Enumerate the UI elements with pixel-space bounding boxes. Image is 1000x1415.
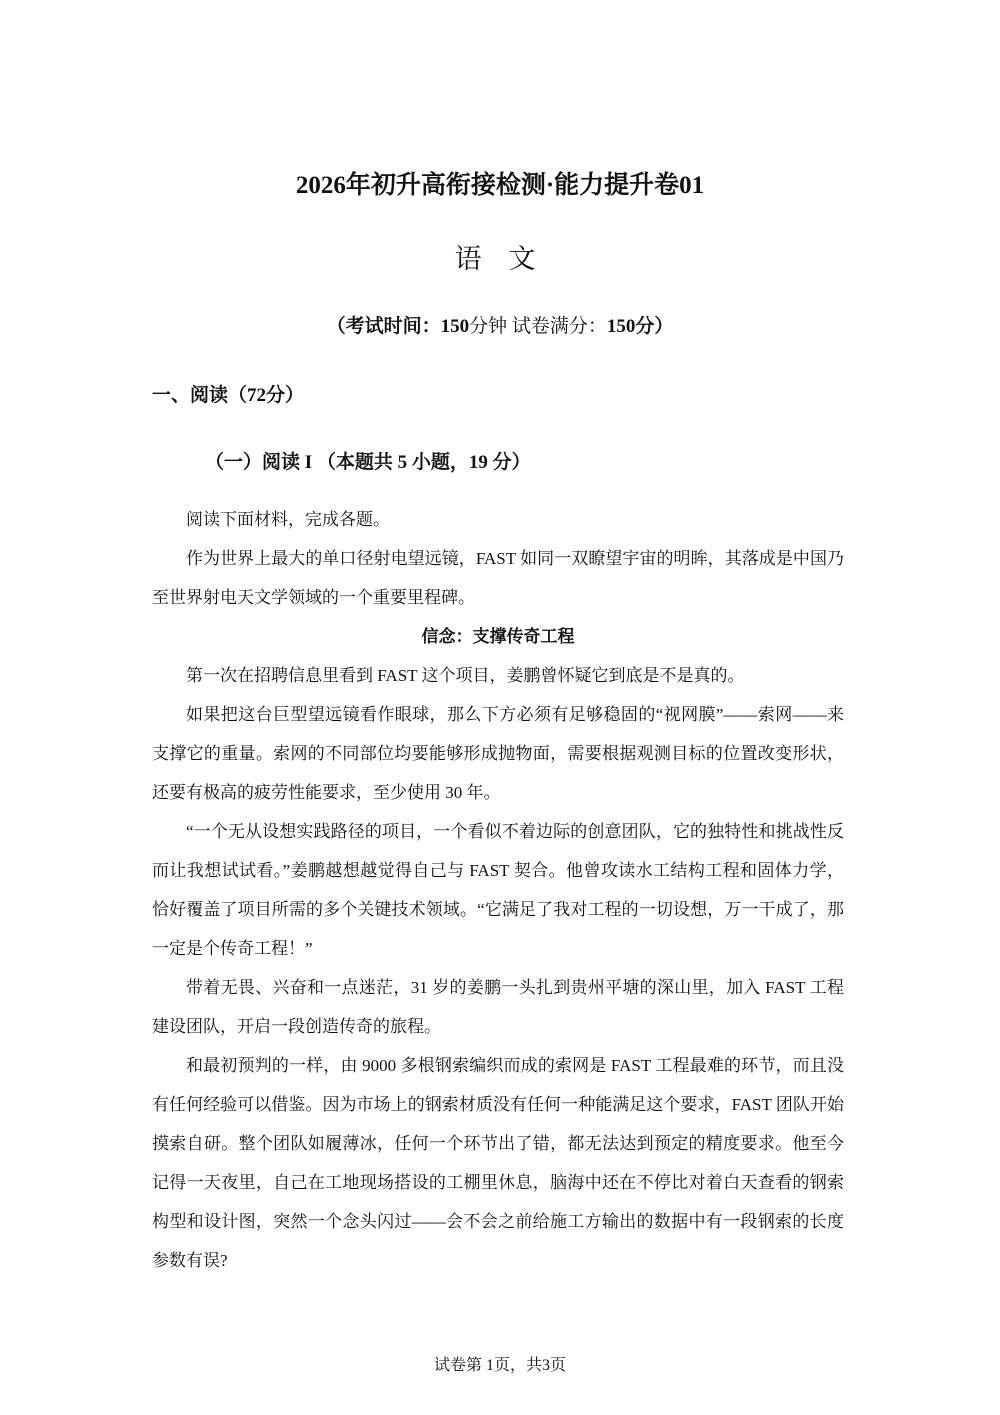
exam-score-unit: 分 xyxy=(635,316,655,337)
instruction-paragraph: 阅读下面材料，完成各题。 xyxy=(186,510,390,529)
passage-paragraph: 和最初预判的一样，由 9000 多根钢索编织而成的索网是 FAST 工程最难的环节，而且没有任何经验可以借鉴。因为市场上的钢索材质没有任何一种能满足这个要求，FAST 团队开始摸索自研。整个团队如履薄冰，任何一个环节出了错，都无法达到预定的精度要求。他至今记得一天夜里，自己在工地现场搭设的工棚里休息，脑海中还在不停比对着白天查看的钢索构型和设计图，突然一个念头闪过——会不会之前给施工方输出的数据中有一段钢索的长度参数有误? xyxy=(152,1056,844,1270)
exam-info-close-paren: ） xyxy=(654,316,674,337)
exam-score-value: 150 xyxy=(606,316,636,337)
exam-info xyxy=(0,313,1000,341)
passage-subheading: 信念：支撑传奇工程 xyxy=(421,627,575,646)
passage-paragraph: “一个无从设想实践路径的项目，一个看似不着边际的创意团队，它的独特性和挑战性反而让我想试试看。”姜鹏越想越觉得自己与 FAST 契合。他曾攻读水工结构工程和固体力学，恰好覆盖了项目所需的多个关键技术领域。“它满足了我对工程的一切设想，万一干成了，那一定是个传奇工程！” xyxy=(152,822,844,958)
subsection-heading: （一）阅读 I （本题共 5 小题，19 分） xyxy=(205,452,531,473)
passage-paragraph: 如果把这台巨型望远镜看作眼球，那么下方必须有足够稳固的“视网膜”——索网——来支撑它的重量。索网的不同部位均要能够形成抛物面，需要根据观测目标的位置改变形状，还要有极高的疲劳性能要求，至少使用 30 年。 xyxy=(152,705,844,802)
exam-info-open-paren: （ xyxy=(326,316,346,337)
exam-time-unit: 分钟 试卷满分： xyxy=(469,316,607,337)
exam-time-label: 考试时间： xyxy=(345,316,441,337)
section-heading: 一、阅读（72分） xyxy=(152,385,305,406)
passage-paragraph: 作为世界上最大的单口径射电望远镜，FAST 如同一双瞭望宇宙的明眸，其落成是中国乃至世界射电天文学领域的一个重要里程碑。 xyxy=(152,549,844,607)
reading-passage xyxy=(152,500,844,1280)
subject-heading: 语 文 xyxy=(454,244,546,274)
exam-title: 2026年初升高衔接检测·能力提升卷01 xyxy=(295,172,705,199)
passage-paragraph: 带着无畏、兴奋和一点迷茫，31 岁的姜鹏一头扎到贵州平塘的深山里，加入 FAST 工程建设团队，开启一段创造传奇的旅程。 xyxy=(152,978,844,1036)
exam-time-value: 150 xyxy=(440,316,470,337)
page-footer: 试卷第 1页，共3页 xyxy=(433,1357,566,1374)
passage-paragraph: 第一次在招聘信息里看到 FAST 这个项目，姜鹏曾怀疑它到底是不是真的。 xyxy=(186,666,745,685)
